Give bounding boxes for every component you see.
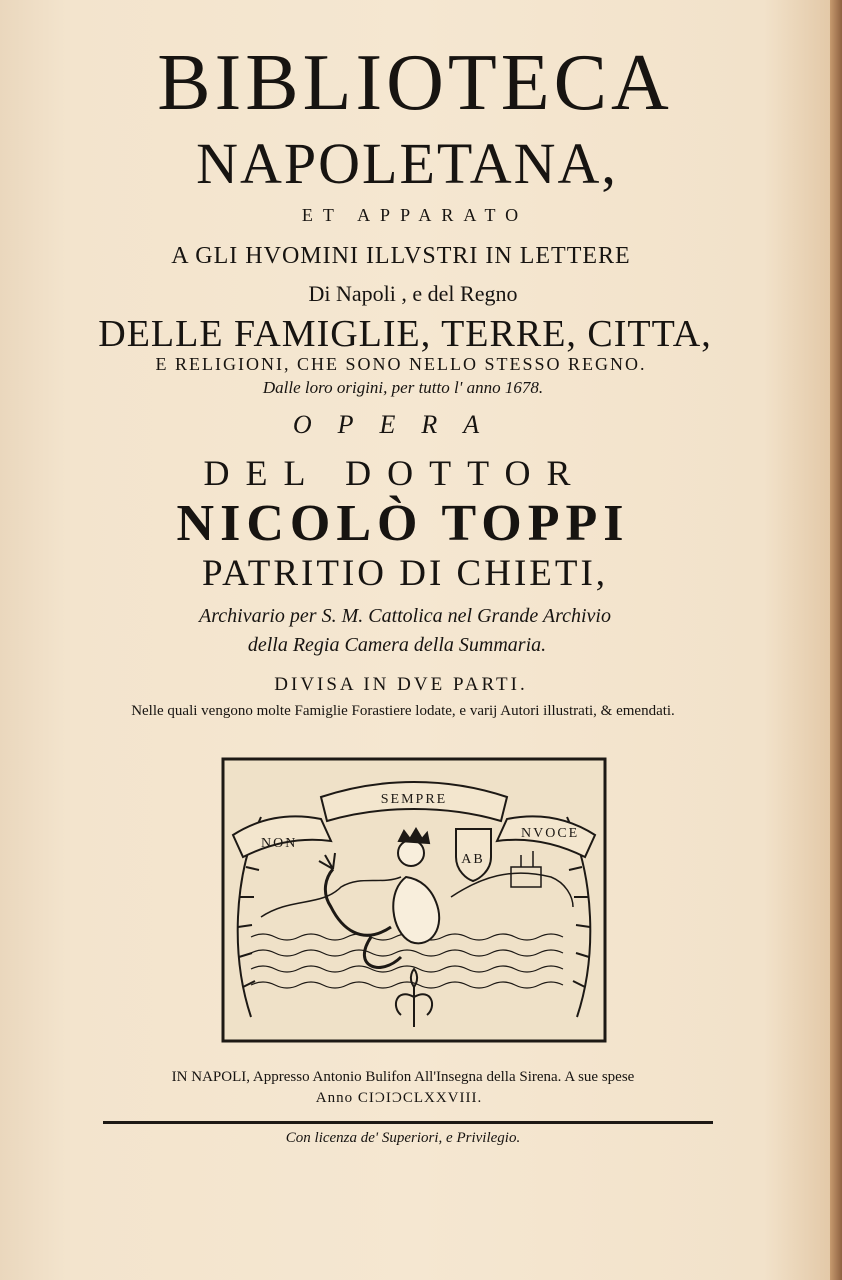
title-line-napoletana: NAPOLETANA,: [196, 131, 618, 196]
subtitle-famiglie: DELLE FAMIGLIE, TERRE, CITTA,: [98, 313, 712, 355]
monogram-initials: AB: [461, 852, 485, 867]
title-line-biblioteca: BIBLIOTECA: [157, 39, 673, 127]
subtitle-origini-year: Dalle loro origini, per tutto l' anno 1678.: [262, 378, 544, 397]
page-edge: [830, 0, 842, 1280]
imprint-line1: IN NAPOLI, Appresso Antonio Bulifon All'Insegna della Sirena. A sue spese: [171, 1069, 635, 1085]
author-title: PATRITIO DI CHIETI,: [201, 553, 609, 594]
motto-top: SEMPRE: [380, 792, 448, 807]
opera-label: OPERA: [292, 410, 506, 439]
imprint-year: Anno CIƆIƆCLXXVIII.: [315, 1090, 483, 1106]
subtitle-religioni: E RELIGIONI, CHE SONO NELLO STESSO REGNO.: [155, 354, 647, 374]
author-role-line1: Archivario per S. M. Cattolica nel Grande Archivio: [199, 605, 611, 627]
author-prefix: DEL DOTTOR: [203, 453, 587, 493]
division-heading: DIVISA IN DVE PARTI.: [274, 674, 528, 695]
subtitle-huomini-illustri: A GLI HVOMINI ILLVSTRI IN LETTERE: [171, 243, 631, 269]
author-name: NICOLÒ TOPPI: [176, 495, 630, 552]
imprint-rule: [103, 1121, 713, 1124]
license-line: Con licenza de' Superiori, e Privilegio.: [285, 1130, 521, 1146]
author-role-line2: della Regia Camera della Summaria.: [247, 634, 547, 656]
subtitle-et-apparato: ET APPARATO: [301, 205, 529, 225]
motto-right: NVOCE: [521, 826, 580, 841]
monogram-shield: [456, 829, 491, 881]
subtitle-di-napoli: Di Napoli , e del Regno: [308, 281, 518, 306]
division-note: Nelle quali vengono molte Famiglie Forastiere lodate, e varij Autori illustrati, & emendati.: [131, 703, 675, 719]
siren-printer-mark-icon: [221, 757, 607, 1043]
motto-left: NON: [261, 836, 298, 851]
